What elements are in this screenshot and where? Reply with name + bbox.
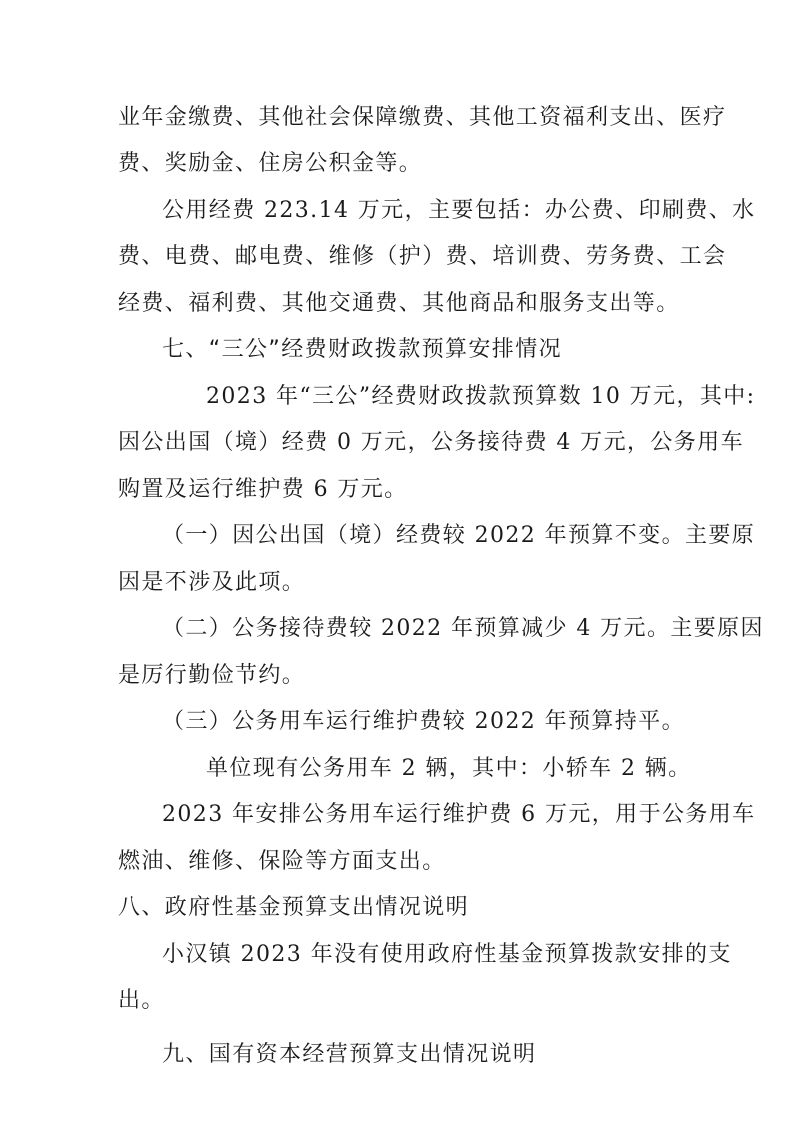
body-text-line: 购置及运行维护费 6 万元。	[118, 477, 408, 502]
body-text-line: 费、奖励金、住房公积金等。	[118, 151, 423, 176]
body-text-line: 2023 年安排公务用车运行维护费 6 万元，用于公务用车	[162, 802, 756, 827]
body-text-line: （三）公务用车运行维护费较 2022 年预算持平。	[162, 709, 685, 734]
body-text-line: 单位现有公务用车 2 辆，其中：小轿车 2 辆。	[206, 756, 692, 781]
body-text-line: 出。	[118, 988, 165, 1013]
body-text-line: 业年金缴费、其他社会保障缴费、其他工资福利支出、医疗	[118, 105, 727, 130]
body-text-line: 是厉行勤俭节约。	[118, 663, 306, 688]
body-text-line: 费、电费、邮电费、维修（护）费、培训费、劳务费、工会	[118, 244, 727, 269]
body-text-line: （二）公务接待费较 2022 年预算减少 4 万元。主要原因	[162, 616, 764, 641]
body-text-line: 因是不涉及此项。	[118, 570, 306, 595]
body-text-line: 燃油、维修、保险等方面支出。	[118, 849, 446, 874]
section-heading-nine: 九、国有资本经营预算支出情况说明	[162, 1042, 537, 1067]
body-text-line: 公用经费 223.14 万元，主要包括：办公费、印刷费、水	[162, 198, 756, 223]
body-text-line: （一）因公出国（境）经费较 2022 年预算不变。主要原	[162, 523, 756, 548]
body-text-line: 2023 年“三公”经费财政拨款预算数 10 万元，其中:	[206, 384, 756, 409]
section-heading-eight: 八、政府性基金预算支出情况说明	[118, 895, 470, 920]
body-text-line: 因公出国（境）经费 0 万元，公务接待费 4 万元，公务用车	[118, 430, 744, 455]
body-text-line: 小汉镇 2023 年没有使用政府性基金预算拨款安排的支	[162, 942, 732, 967]
body-text-line: 经费、福利费、其他交通费、其他商品和服务支出等。	[118, 291, 680, 316]
section-heading-seven: 七、“三公”经费财政拨款预算安排情况	[162, 337, 562, 362]
